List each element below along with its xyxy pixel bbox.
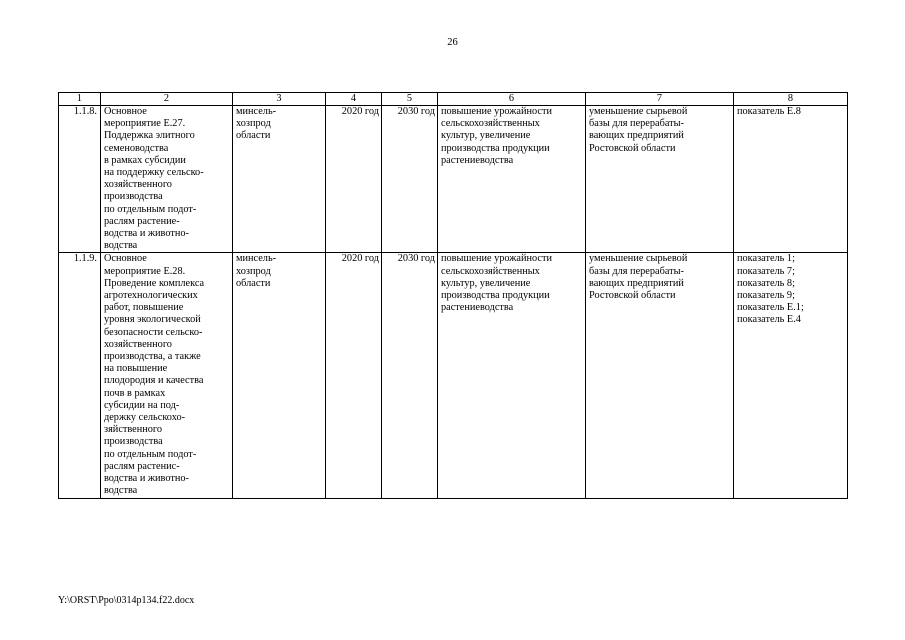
document-file-path: Y:\ORST\Ppo\0314p134.f22.docx [58,595,195,606]
related-indicators [734,253,848,498]
executor-text: минсель- хозпрод области [236,106,277,142]
executor-text: минсель- хозпрод области [236,253,277,289]
table-row [59,253,848,498]
measure-name [101,253,233,498]
indicators-text: показатель 1; показатель 7; показатель 8; показатель 9; показатель Е.1; показатель Е.4 [737,253,804,326]
measure-name-text: Основное мероприятие Е.27. Поддержка элитного семеноводства в рамках субсидии на поддержку сельско- хозяйственного производства по отдельным подот- раслям растение- водства и животно- водства [104,106,204,252]
related-indicators [734,106,848,253]
executor [233,106,326,253]
non-implementation-consequences [586,253,734,498]
table-row [59,106,848,253]
column-header-6: 6 [438,93,586,106]
measure-name-text: Основное мероприятие Е.28. Проведение комплекса агротехнологических работ, повышение уровня экологической безопасности сельско- хозяйственного производства, а также на повышение плодородия и качества почв в рамках субсидии на под- держку сельскохо- зяйственного производства по отдельным подот- раслям растенис- водства и животно- водства [104,253,205,497]
column-header-4: 4 [326,93,382,106]
column-header-8: 8 [734,93,848,106]
column-header-2: 2 [101,93,233,106]
non-implementation-consequences [586,106,734,253]
executor [233,253,326,498]
header-row [59,93,848,106]
start-year: 2020 год [326,106,382,253]
column-header-5: 5 [382,93,438,106]
consequences-text: уменьшение сырьевой базы для перерабаты- вающих предприятий Ростовской области [589,253,688,302]
expected-result-text: повышение урожайности сельскохозяйственных культур, увеличение производства продукции растениеводства [441,106,552,166]
expected-result-text: повышение урожайности сельскохозяйственных культур, увеличение производства продукции растениеводства [441,253,552,314]
consequences-text: уменьшение сырьевой базы для перерабаты- вающих предприятий Ростовской области [589,106,688,154]
column-header-3: 3 [233,93,326,106]
column-header-7: 7 [586,93,734,106]
end-year: 2030 год [382,253,438,498]
expected-result [438,106,586,253]
indicators-text: показатель Е.8 [737,106,801,117]
row-number: 1.1.9. [59,253,101,498]
row-number: 1.1.8. [59,106,101,253]
measure-name [101,106,233,253]
measures-table [58,92,848,499]
column-header-1: 1 [59,93,101,106]
expected-result [438,253,586,498]
start-year: 2020 год [326,253,382,498]
page-number: 26 [447,37,458,48]
end-year: 2030 год [382,106,438,253]
